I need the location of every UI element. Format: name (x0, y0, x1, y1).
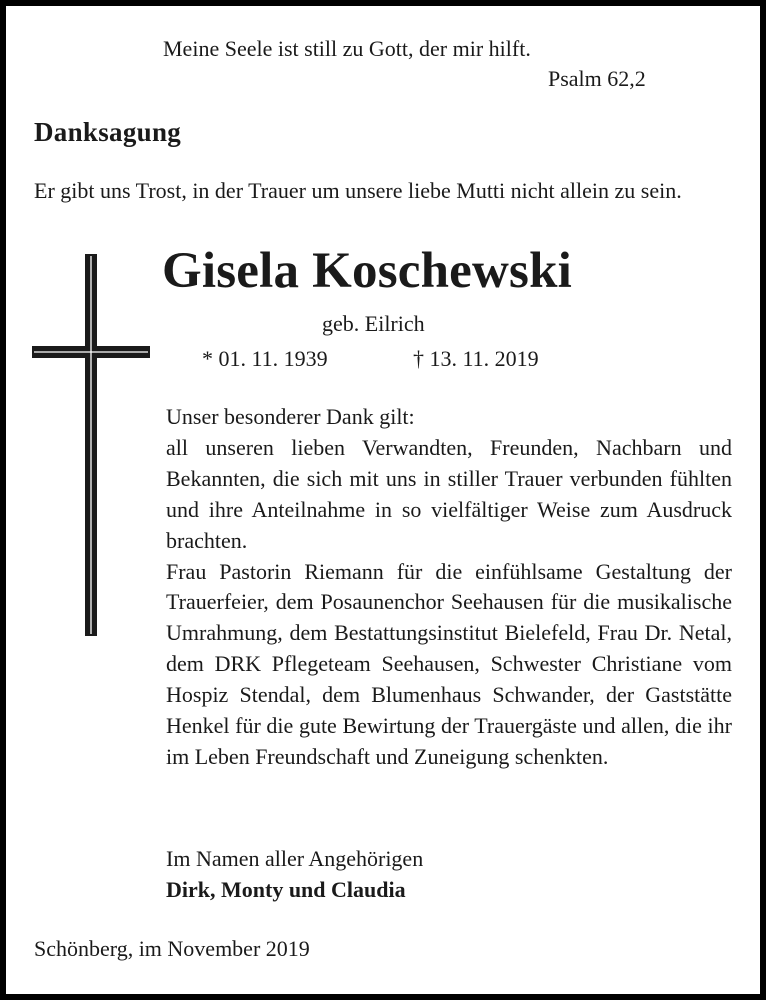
death-date: † 13. 11. 2019 (413, 346, 539, 371)
birth-date: * 01. 11. 1939 (202, 346, 328, 371)
thanks-body (166, 402, 732, 773)
thanks-intro-line: Unser besonderer Dank gilt: (166, 404, 415, 429)
closing-line: Im Namen aller Angehörigen (166, 846, 424, 871)
cross-icon (32, 254, 150, 636)
thanks-paragraph-services: Frau Pastorin Riemann für die einfühlsame Gestaltung der Trauerfeier, dem Posaunenchor Seehausen für die musikalische Umrahmung, dem Bestattungsinstitut Bielefeld, Frau Dr. Netal, dem DRK Pflegeteam Seehausen, Schwester Christiane vom Hospiz Stendal, dem Blumenhaus Schwander, der Gaststätte Henkel für die gute Bewirtung der Trauergäste und allen, die ihr im Leben Freundschaft und Zuneigung schenkten. (166, 558, 732, 769)
verse-reference: Psalm 62,2 (548, 66, 646, 91)
thanks-paragraph-relatives: all unseren lieben Verwandten, Freunden, Nachbarn und Bekannten, die sich mit uns in stiller Trauer verbunden fühlten und ihre Anteilnahme in so vielfältiger Weise zum Ausdruck brachten. (166, 434, 732, 553)
page-title: Danksagung (34, 117, 182, 147)
place-date: Schönberg, im November 2019 (34, 936, 310, 961)
deceased-name: Gisela Koschewski (162, 243, 573, 299)
maiden-name: geb. Eilrich (322, 311, 425, 336)
intro-text: Er gibt uns Trost, in der Trauer um unsere liebe Mutti nicht allein zu sein. (34, 178, 682, 203)
signers: Dirk, Monty und Claudia (166, 877, 406, 902)
obituary-card (6, 6, 760, 994)
bible-verse: Meine Seele ist still zu Gott, der mir hilft. (163, 36, 531, 61)
